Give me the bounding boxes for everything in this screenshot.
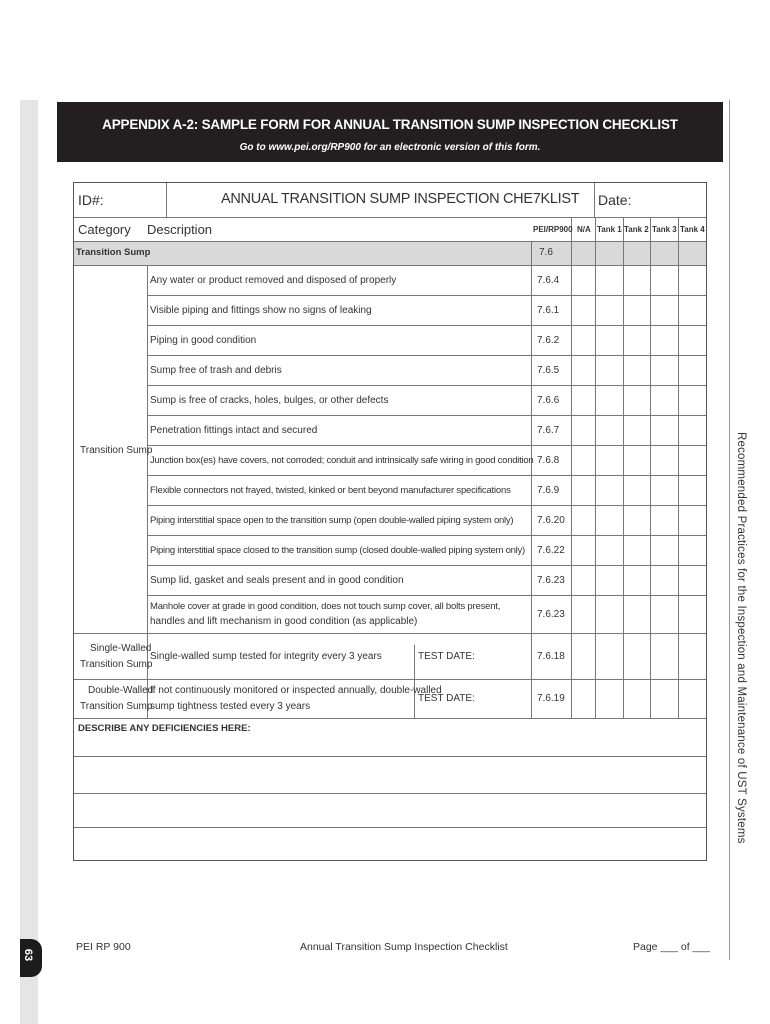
- single-walled-description: Single-walled sump tested for integrity every 3 years: [150, 651, 382, 662]
- item-ref: 7.6.2: [537, 335, 560, 346]
- item-ref: 7.6.8: [537, 455, 560, 466]
- right-margin-rule: [729, 100, 730, 960]
- col-rule: [571, 217, 572, 718]
- item-description: Visible piping and fittings show no signs of leaking: [150, 305, 372, 316]
- footer-center: Annual Transition Sump Inspection Checklist: [300, 941, 508, 953]
- page-number: 63: [22, 948, 35, 962]
- col-rule: [623, 217, 624, 718]
- column-tank4: Tank 4: [680, 225, 705, 234]
- item-description: Junction box(es) have covers, not corroded; conduit and intrinsically safe wiring in good condition: [150, 455, 534, 466]
- double-walled-ref: 7.6.19: [537, 693, 565, 704]
- row-rule: [147, 385, 706, 386]
- item-ref: 7.6.1: [537, 305, 560, 316]
- double-walled-test-date: TEST DATE:: [418, 693, 475, 704]
- running-title: Recommended Practices for the Inspection and Maintenance of UST Systems: [735, 432, 747, 844]
- item-description: Penetration fittings intact and secured: [150, 425, 318, 436]
- col-rule: [594, 183, 595, 217]
- item-description: Piping interstitial space open to the transition sump (open double-walled piping system only): [150, 515, 514, 526]
- column-category: Category: [78, 222, 131, 237]
- row-rule: [74, 756, 706, 757]
- col-rule: [650, 217, 651, 718]
- deficiencies-label: DESCRIBE ANY DEFICIENCIES HERE:: [78, 723, 251, 734]
- column-description: Description: [147, 222, 213, 237]
- item-ref: 7.6.4: [537, 275, 560, 286]
- row-rule: [147, 295, 706, 296]
- single-walled-test-date: TEST DATE:: [418, 651, 475, 662]
- id-label: ID#:: [78, 192, 104, 208]
- left-margin-strip: [20, 100, 38, 1024]
- form-title: ANNUAL TRANSITION SUMP INSPECTION CHE7KLIST: [221, 191, 580, 207]
- col-rule: [166, 183, 167, 217]
- item-description: Piping interstitial space closed to the transition sump (closed double-walled piping system only): [150, 545, 525, 556]
- row-rule: [147, 355, 706, 356]
- column-tank1: Tank 1: [597, 225, 622, 234]
- col-rule: [414, 645, 415, 718]
- single-walled-ref: 7.6.18: [537, 651, 565, 662]
- section-row-shade: [74, 241, 706, 265]
- single-walled-category-line2: Transition Sump: [80, 659, 153, 670]
- item-ref: 7.6.20: [537, 515, 565, 526]
- appendix-banner: [57, 102, 723, 162]
- double-walled-category-line2: Transition Sump: [80, 701, 153, 712]
- row-rule: [74, 718, 706, 719]
- row-rule: [74, 241, 706, 242]
- row-rule: [147, 505, 706, 506]
- column-pei: PEI/RP900: [533, 225, 573, 234]
- column-tank2: Tank 2: [624, 225, 649, 234]
- page-number-tab: [20, 939, 42, 977]
- double-walled-category-line1: Double-Walled: [88, 685, 154, 696]
- item-description: Any water or product removed and disposed of properly: [150, 275, 397, 286]
- row-rule: [147, 445, 706, 446]
- date-label: Date:: [598, 192, 632, 208]
- item-description: Flexible connectors not frayed, twisted, kinked or bent beyond manufacturer specifications: [150, 485, 511, 496]
- col-rule: [595, 217, 596, 718]
- item-ref: 7.6.7: [537, 425, 560, 436]
- row-rule: [147, 475, 706, 476]
- col-rule: [531, 241, 532, 718]
- manhole-ref: 7.6.23: [537, 609, 565, 620]
- footer-page: Page ___ of ___: [633, 941, 711, 953]
- item-ref: 7.6.9: [537, 485, 560, 496]
- item-description: Piping in good condition: [150, 335, 257, 346]
- row-rule: [74, 679, 706, 680]
- single-walled-category-line1: Single-Walled: [90, 643, 152, 654]
- item-description: Sump is free of cracks, holes, bulges, or other defects: [150, 395, 389, 406]
- col-rule: [678, 217, 679, 718]
- category-transition-sump: Transition Sump: [80, 445, 153, 456]
- row-rule: [147, 415, 706, 416]
- section-label: Transition Sump: [76, 247, 151, 258]
- item-ref: 7.6.22: [537, 545, 565, 556]
- item-description: Sump lid, gasket and seals present and in good condition: [150, 575, 404, 586]
- double-walled-description-line1: If not continuously monitored or inspected annually, double-walled: [150, 685, 442, 696]
- row-rule: [147, 595, 706, 596]
- manhole-description-line1: Manhole cover at grade in good condition, does not touch sump cover, all bolts present,: [150, 601, 501, 612]
- checklist-form: [73, 182, 707, 861]
- item-ref: 7.6.6: [537, 395, 560, 406]
- appendix-title: APPENDIX A-2: SAMPLE FORM FOR ANNUAL TRANSITION SUMP INSPECTION CHECKLIST: [102, 117, 678, 132]
- row-rule: [147, 565, 706, 566]
- row-rule: [74, 827, 706, 828]
- row-rule: [147, 535, 706, 536]
- double-walled-description-line2: sump tightness tested every 3 years: [150, 701, 311, 712]
- row-rule: [74, 217, 706, 218]
- footer-left: PEI RP 900: [76, 941, 131, 953]
- section-ref: 7.6: [539, 247, 553, 258]
- row-rule: [74, 793, 706, 794]
- item-ref: 7.6.23: [537, 575, 565, 586]
- row-rule: [74, 265, 706, 266]
- row-rule: [147, 325, 706, 326]
- appendix-subtitle: Go to www.pei.org/RP900 for an electronic version of this form.: [239, 142, 541, 153]
- manhole-description-line2: handles and lift mechanism in good condition (as applicable): [150, 616, 418, 627]
- item-description: Sump free of trash and debris: [150, 365, 282, 376]
- column-na: N/A: [577, 225, 591, 234]
- row-rule: [74, 633, 706, 634]
- item-ref: 7.6.5: [537, 365, 560, 376]
- column-tank3: Tank 3: [652, 225, 677, 234]
